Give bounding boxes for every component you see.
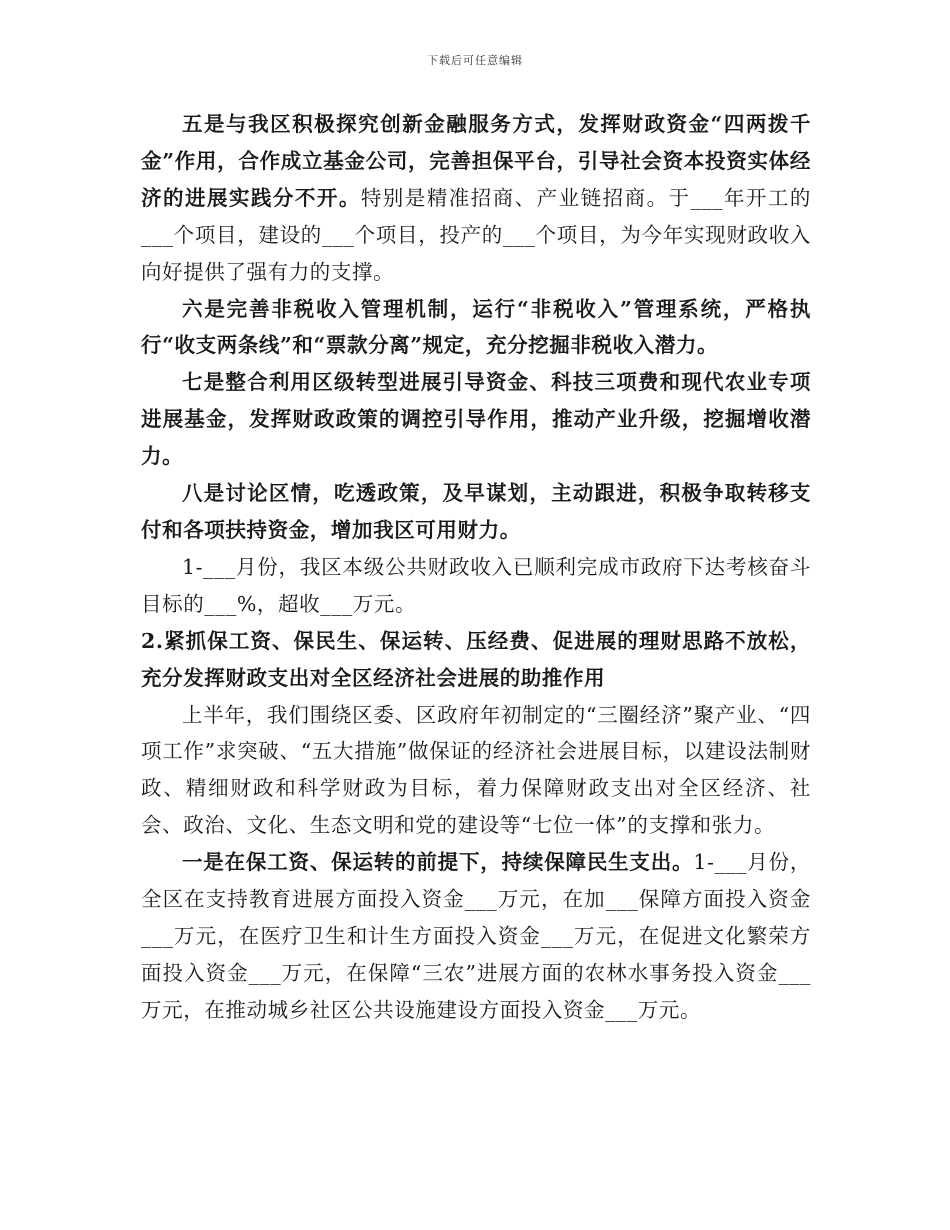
paragraph-7 [141,364,811,475]
first-half-text: 上半年，我们围绕区委、区政府年初制定的“三圈经济”聚产业、“四项工作”求突破、“五大措施”做保证的经济社会进展目标，以建设法制财政、精细财政和科学财政为目标，着力保障财政支出对全区经济、社会、政治、文化、生态文明和党的建设等“七位一体”的支撑和张力。 [141,702,811,838]
paragraph-6-bold-lead: 六是完善非税收入管理机制，运行“非税收入”管理系统，严格执行“收支两条线”和“票款分离”规定，充分挖掘非税收入潜力。 [141,296,811,358]
revenue-summary-paragraph [141,549,811,623]
revenue-summary-text: 1-___月份，我区本级公共财政收入已顺利完成市政府下达考核奋斗目标的___%，超收___万元。 [141,554,811,616]
paragraph-6 [141,291,811,365]
paragraph-5-bold-lead: 五是与我区积极探究创新金融服务方式，发挥财政资金“四两拨千金”作用，合作成立基金公司，完善担保平台，引导社会资本投资实体经济的进展实践分不开。 [141,112,811,210]
section-heading-2: 2.紧抓保工资、保民生、保运转、压经费、促进展的理财思路不放松，充分发挥财政支出对全区经济社会进展的助推作用 [141,628,811,690]
paragraph-7-bold-lead: 七是整合利用区级转型进展引导资金、科技三项费和现代农业专项进展基金，发挥财政政策的调控引导作用，推动产业升级，挖掘增收潜力。 [141,370,811,469]
paragraph-1-livelihood-text: 1-___月份，全区在支持教育进展方面投入资金___万元，在加___保障方面投入资金___万元，在医疗卫生和计生方面投入资金___万元，在促进文化繁荣方面投入资金___万元，在保障“三农”进展方面的农林水事务投入资金___万元，在推动城乡社区公共设施建设方面投入资金___万元。 [141,850,811,1022]
paragraph-1-livelihood-bold-lead: 一是在保工资、保运转的前提下，持续保障民生支出。 [182,850,694,875]
page-header: 下载后可任意编辑 [427,54,523,67]
paragraph-5 [141,106,811,291]
paragraph-5-text: 特别是精准招商、产业链招商。于___年开工的___个项目，建设的___个项目，投产的___个项目，为今年实现财政收入向好提供了强有力的支撑。 [141,185,811,284]
first-half-paragraph [141,697,811,845]
paragraph-1-livelihood [141,844,811,1029]
document-body [141,106,811,1029]
paragraph-8-bold-lead: 八是讨论区情，吃透政策，及早谋划，主动跟进，积极争取转移支付和各项扶持资金，增加我区可用财力。 [141,481,811,542]
paragraph-8 [141,475,811,549]
